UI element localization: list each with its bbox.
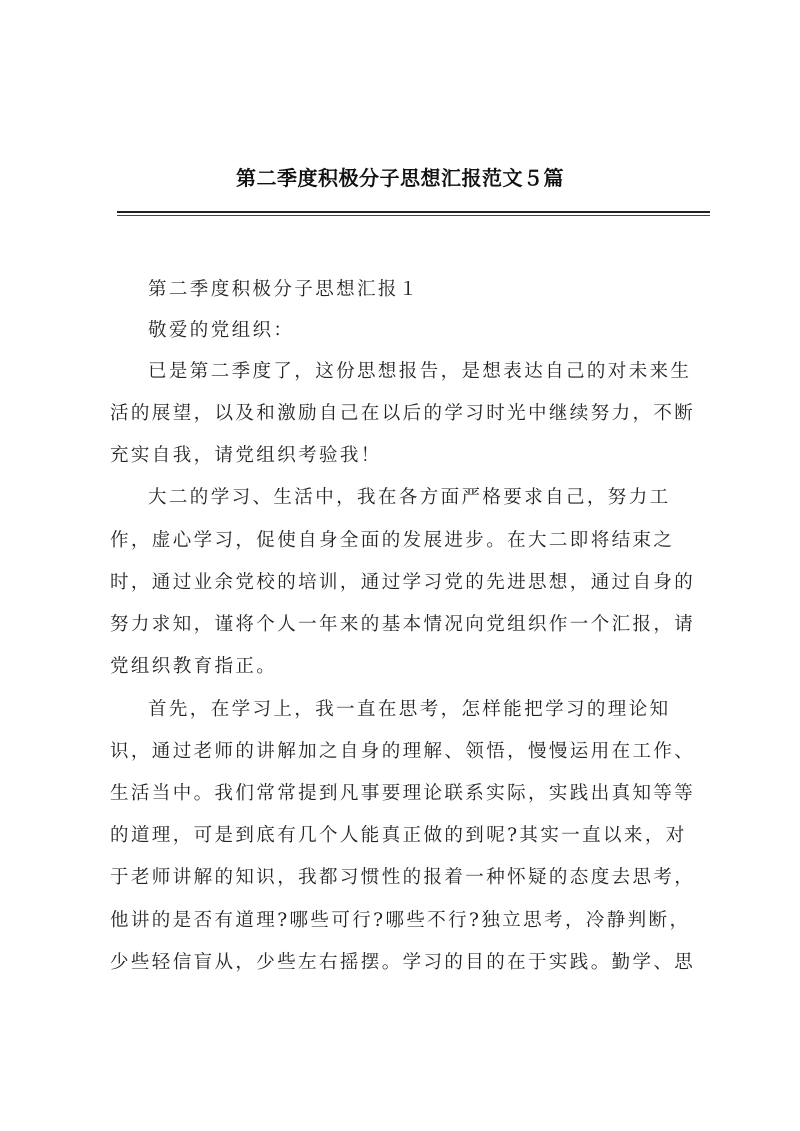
paragraph-line: 他讲的是否有道理?哪些可行?哪些不行?独立思考，冷静判断， bbox=[110, 910, 691, 931]
paragraph-line: 努力求知，谨将个人一年来的基本情况向党组织作一个汇报，请 bbox=[110, 614, 696, 635]
paragraph-line: 识，通过老师的讲解加之自身的理解、领悟，慢慢运用在工作、 bbox=[110, 741, 696, 762]
paragraph-line: 的道理，可是到底有几个人能真正做的到呢?其实一直以来，对 bbox=[110, 825, 687, 846]
document-title: 第二季度积极分子思想汇报范文５篇 bbox=[236, 166, 564, 190]
paragraph-line: 已是第二季度了，这份思想报告，是想表达自己的对未来生 bbox=[148, 361, 692, 382]
paragraph-line: 时，通过业余党校的培训，通过学习党的先进思想，通过自身的 bbox=[110, 572, 696, 593]
title-underline bbox=[117, 211, 710, 213]
paragraph-line: 活的展望，以及和激励自己在以后的学习时光中继续努力，不断 bbox=[110, 403, 696, 424]
paragraph-line: 党组织教育指正。 bbox=[110, 656, 278, 677]
paragraph-line: 首先，在学习上，我一直在思考，怎样能把学习的理论知 bbox=[148, 699, 671, 720]
paragraph-line: 生活当中。我们常常提到凡事要理论联系实际，实践出真知等等 bbox=[110, 783, 696, 804]
paragraph-line: 于老师讲解的知识，我都习惯性的报着一种怀疑的态度去思考， bbox=[110, 867, 696, 888]
salutation: 敬爱的党组织： bbox=[148, 320, 295, 341]
paragraph-line: 作，虚心学习，促使自身全面的发展进步。在大二即将结束之 bbox=[110, 530, 675, 551]
section-heading: 第二季度积极分子思想汇报１ bbox=[148, 279, 420, 300]
paragraph-line: 少些轻信盲从，少些左右摇摆。学习的目的在于实践。勤学、思 bbox=[110, 952, 696, 973]
paragraph-line: 充实自我，请党组织考验我！ bbox=[110, 445, 382, 466]
paragraph-line: 大二的学习、生活中，我在各方面严格要求自己，努力工 bbox=[148, 487, 671, 508]
title-underline-thin bbox=[117, 215, 710, 216]
